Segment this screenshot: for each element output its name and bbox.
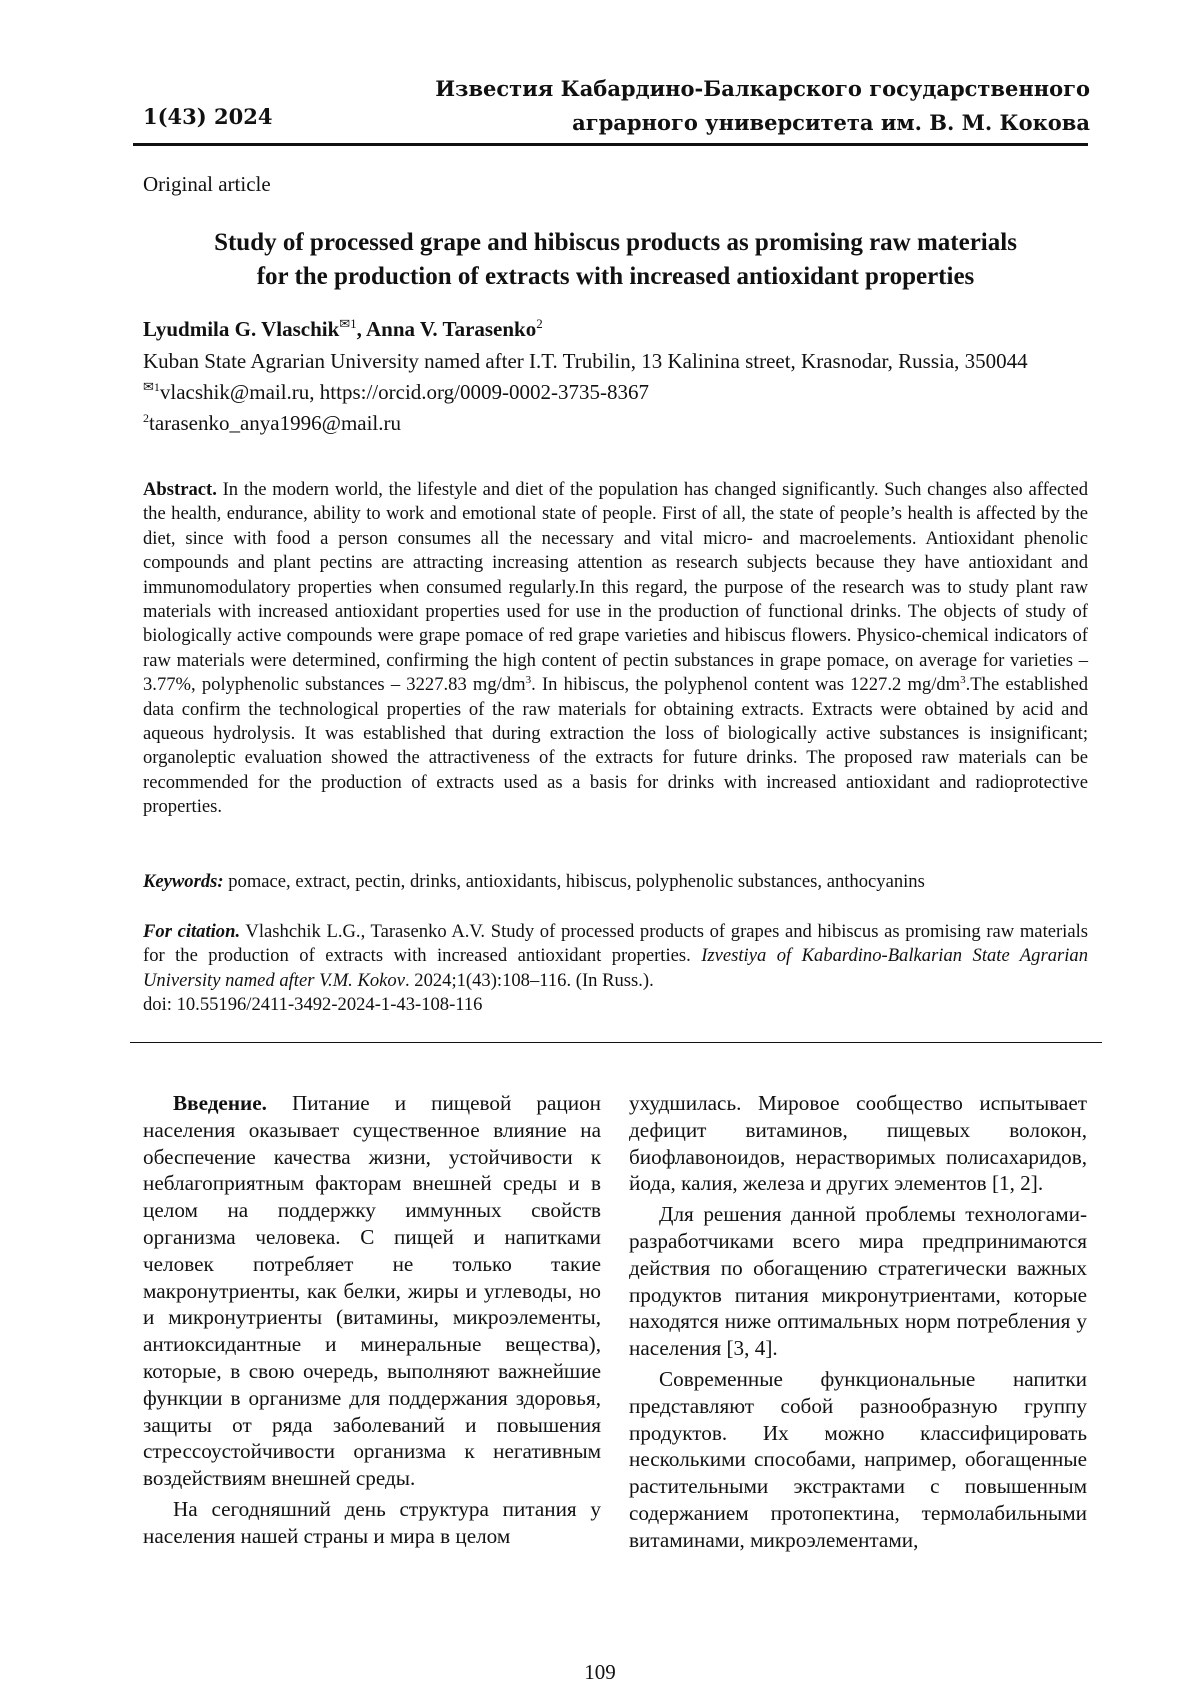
abstract-text: .The established data confirm the technological properties of the raw materials for obtaining extracts. Extracts were obtained by acid and aqueous hydrolysis. It was established that during extraction the loss of biologically active substances is insignificant; organoleptic evaluation showed the attractiveness of the extracts for future drinks. The proposed raw materials can be recommended for the production of extracts used as a basis for drinks with increased antioxidant and radioprotective properties. [143,674,1088,817]
keywords [143,870,1088,894]
body-column-left [143,1090,601,1554]
title-line2: for the production of extracts with increased antioxidant properties [143,260,1088,294]
issue-number: 1(43) 2024 [143,104,272,129]
abstract-text: . In hibiscus, the polyphenol content was 1227.2 mg/dm [531,674,960,695]
section-divider [130,1042,1102,1043]
author-name: Anna V. Tarasenko [366,317,536,341]
body-column-right [629,1090,1087,1554]
unit-superscript: 3 [960,674,966,686]
journal-name-line1: Известия Кабардино-Балкарского государственного [435,72,1090,106]
affiliation-block [143,348,1088,436]
abstract-text: In the modern world, the lifestyle and diet of the population has changed significantly. Such changes also affected the health, endurance, ability to work and emotional state of people. First of all, the state of people’s health is affected by the diet, since with food a person consumes all the necessary and vital micro- and macroelements. Antioxidant phenolic compounds and plant pectins are attracting increasing attention as research subjects because they have antioxidant and immunomodulatory properties when consumed regularly.In this regard, the purpose of the research was to study plant raw materials with increased antioxidant properties used for use in the production of functional drinks. The objects of study of biologically active compounds were grape pomace of red grape varieties and hibiscus flowers. Physico-chemical indicators of raw materials were determined, confirming the high content of pectin substances in grape pomace, on average for varieties – 3.77%, polyphenolic substances – 3227.83 mg/dm [143,479,1088,695]
keywords-text: pomace, extract, pectin, drinks, antioxidants, hibiscus, polyphenolic substances, anthocyanins [224,871,925,892]
abstract-label: Abstract. [143,479,217,500]
affiliation-address: Kuban State Agrarian University named after I.T. Trubilin, 13 Kalinina street, Krasnodar, Russia, 350044 [143,348,1088,374]
envelope-icon: ✉ [143,379,154,394]
citation [143,920,1088,1018]
abstract [143,478,1088,820]
affiliation-mark: 2 [536,316,543,331]
body-text: Питание и пищевой рацион населения оказывает существенное влияние на обеспечение качества жизни, устойчивости к неблагоприятным факторам внешней среды и в целом на поддержку иммунных свойств организма человека. С пищей и напитками человек потребляет не только такие макронутриенты, как белки, жиры и углеводы, но и микронутриенты (витамины, микроэлементы, антиоксидантные и минеральные вещества), которые, в свою очередь, выполняют важнейшие функции в организме для поддержания здоровья, защиты от ряда заболеваний и повышения стрессоустойчивости организма к негативным воздействиям внешней среды. [143,1091,601,1490]
contact-mark: 2 [143,411,149,425]
contact-email[interactable]: tarasenko_anya1996@mail.ru [149,411,401,435]
title-line1: Study of processed grape and hibiscus products as promising raw materials [143,226,1088,260]
unit-superscript: 3 [526,674,532,686]
citation-text: Vlashchik L.G., Tarasenko A.V. Study of processed products of grapes and hibiscus as promising raw materials for the production of extracts with increased antioxidant properties. [143,921,1088,966]
author-name: Lyudmila G. Vlaschik [143,317,339,341]
body-paragraph: На сегодняшний день структура питания у населения нашей страны и мира в целом [143,1496,601,1550]
citation-text: . 2024;1(43):108–116. (In Russ.). [405,970,654,991]
intro-heading: Введение. [173,1091,267,1115]
journal-name-line2: аграрного университета им. В. М. Кокова [435,106,1090,140]
contact-mark: 1 [154,380,160,394]
contact-email-orcid[interactable]: vlacshik@mail.ru, https://orcid.org/0009-0002-3735-8367 [160,380,649,404]
body-paragraph: Для решения данной проблемы технологами-разработчиками всего мира предпринимаются действия по обогащению стратегически важных продуктов питания микронутриентами, которые находятся ниже оптимальных норм потребления у населения [3, 4]. [629,1201,1087,1362]
author-separator: , [357,317,366,341]
citation-doi[interactable]: doi: 10.55196/2411-3492-2024-1-43-108-116 [143,993,1088,1017]
page-number: 109 [0,1660,1200,1685]
author-list [143,316,543,342]
citation-journal: Izvestiya of Kabardino-Balkarian State Agrarian University named after V.M. Kokov [143,945,1088,990]
body-paragraph [143,1090,601,1492]
header-divider [133,143,1088,146]
body-paragraph: ухудшилась. Мировое сообщество испытывает дефицит витаминов, пищевых волокон, биофлавоноидов, нерастворимых полисахаридов, йода, калия, железа и других элементов [1, 2]. [629,1090,1087,1197]
affiliation-mark: 1 [350,316,357,331]
body-paragraph: Современные функциональные напитки представляют собой разнообразную группу продуктов. Их можно классифицировать несколькими способами, например, обогащенные растительными экстрактами с повышенным содержанием протопектина, термолабильными витаминами, микроэлементами, [629,1366,1087,1554]
article-type: Original article [143,172,271,197]
author-contact [143,374,1088,405]
keywords-label: Keywords: [143,871,224,892]
author-contact [143,405,1088,436]
envelope-icon: ✉ [339,316,350,331]
article-title [143,226,1088,294]
journal-name [435,72,1090,140]
citation-label: For citation. [143,921,240,942]
